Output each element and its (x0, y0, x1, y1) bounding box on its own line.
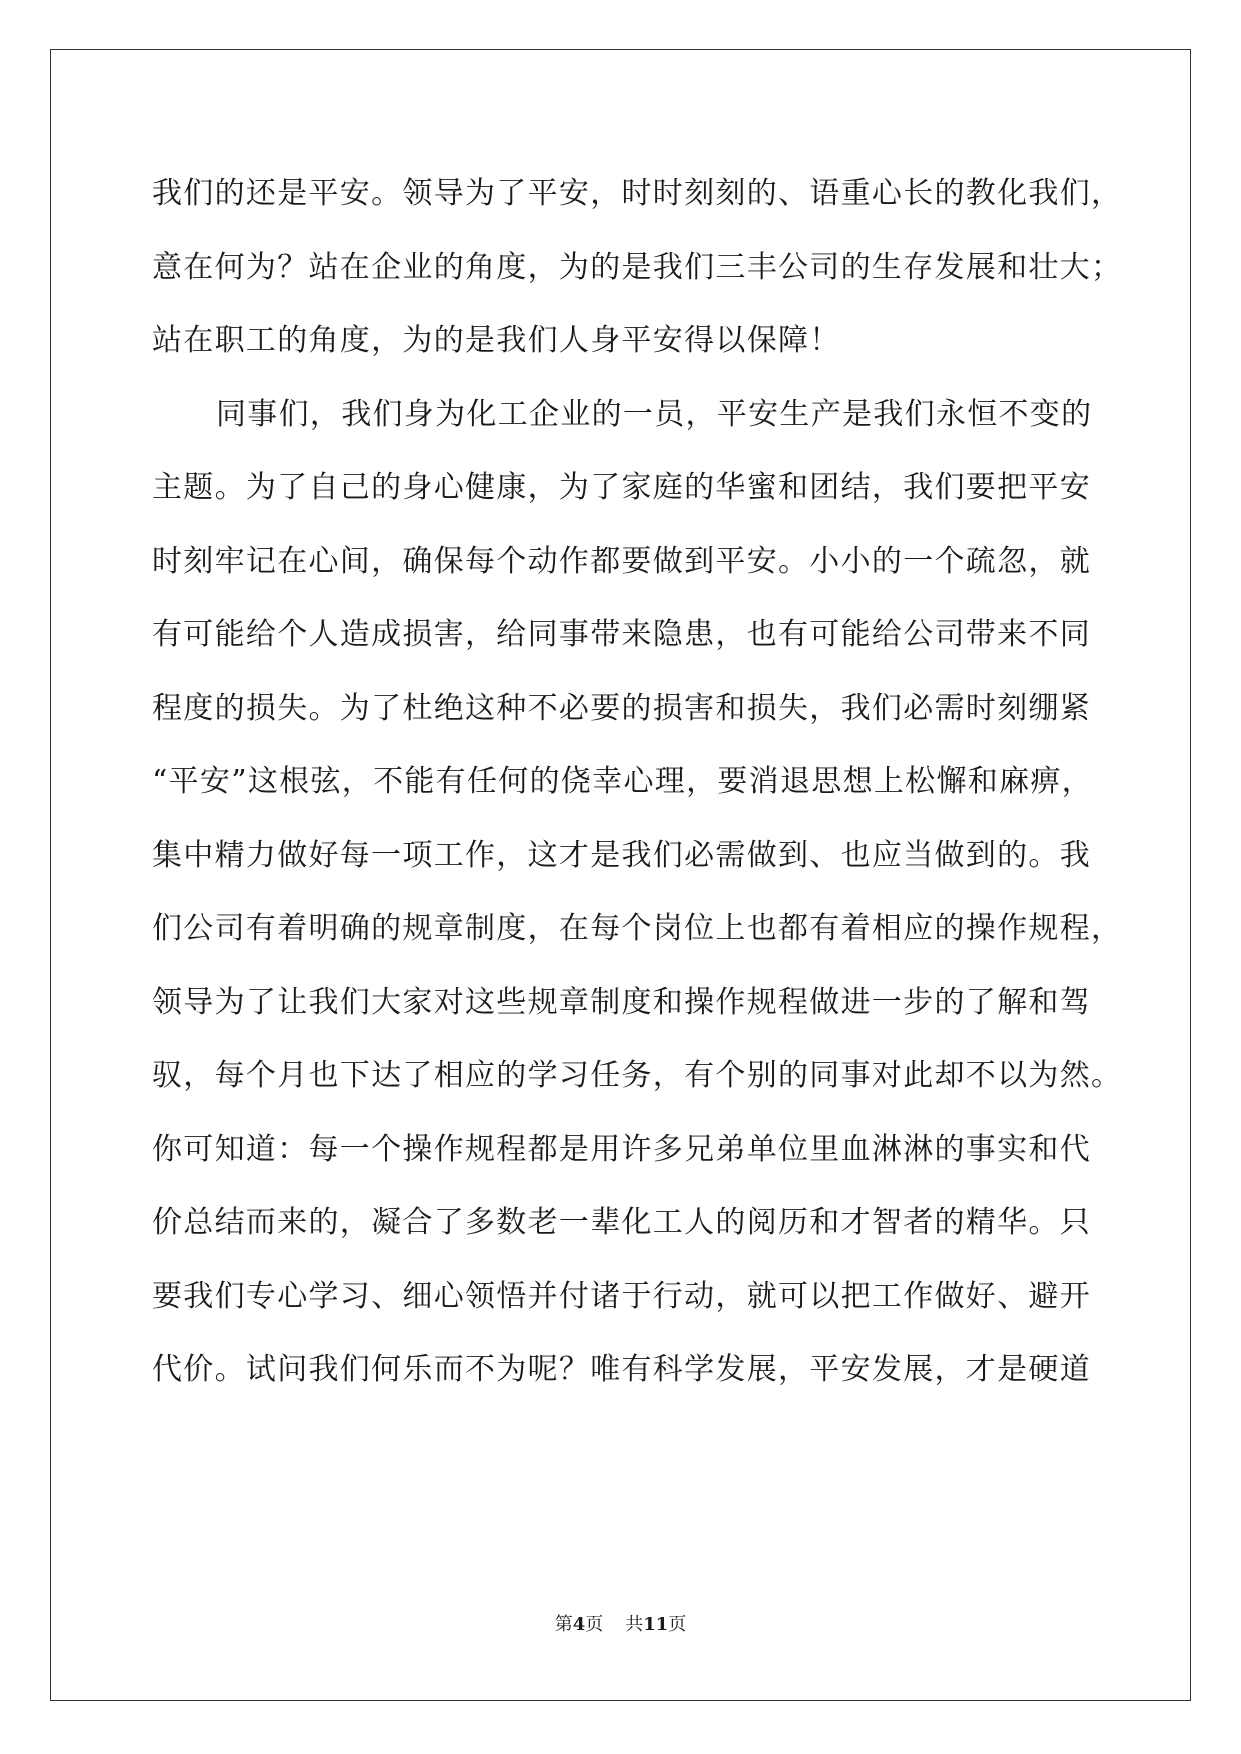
text-line: 代价。试问我们何乐而不为呢？唯有科学发展，平安发展，才是硬道 (152, 1352, 1091, 1387)
page-suffix: 页 (585, 1614, 604, 1635)
text-line: “平安”这根弦，不能有任何的侥幸心理，要消退思想上松懈和麻痹， (152, 764, 1093, 799)
document-body (152, 157, 1123, 1407)
text-line: 有可能给个人造成损害，给同事带来隐患，也有可能给公司带来不同 (152, 617, 1091, 652)
page-footer (0, 1613, 1241, 1637)
page-prefix: 第 (554, 1614, 573, 1635)
text-line: 意在何为？站在企业的角度，为的是我们三丰公司的生存发展和壮大； (152, 249, 1123, 285)
text-line: 主题。为了自己的身心健康，为了家庭的华蜜和团结，我们要把平安 (152, 470, 1091, 505)
text-line: 们公司有着明确的规章制度，在每个岗位上也都有着相应的操作规程， (152, 911, 1123, 946)
text-line: 领导为了让我们大家对这些规章制度和操作规程做进一步的了解和驾 (152, 984, 1091, 1020)
text-line: 集中精力做好每一项工作，这才是我们必需做到、也应当做到的。我 (152, 837, 1091, 873)
text-line: 要我们专心学习、细心领悟并付诸于行动，就可以把工作做好、避开 (152, 1278, 1091, 1314)
total-prefix: 共 (625, 1614, 644, 1635)
text-line: 我们的还是平安。领导为了平安，时时刻刻的、语重心长的教化我们， (152, 176, 1123, 211)
text-line: 时刻牢记在心间，确保每个动作都要做到平安。小小的一个疏忽，就 (152, 543, 1091, 579)
text-line: 驭，每个月也下达了相应的学习任务，有个别的同事对此却不以为然。 (152, 1058, 1123, 1093)
text-line: 站在职工的角度，为的是我们人身平安得以保障！ (152, 323, 841, 358)
total-suffix: 页 (668, 1614, 687, 1635)
total-pages: 11 (643, 1614, 669, 1635)
text-line: 你可知道：每一个操作规程都是用许多兄弟单位里血淋淋的事实和代 (152, 1131, 1091, 1167)
text-line: 价总结而来的，凝合了多数老一辈化工人的阅历和才智者的精华。只 (152, 1205, 1091, 1240)
page-number: 4 (572, 1614, 586, 1635)
text-line: 程度的损失。为了杜绝这种不必要的损害和损失，我们必需时刻绷紧 (152, 690, 1091, 726)
paragraph-start-line: 同事们，我们身为化工企业的一员，平安生产是我们永恒不变的 (216, 396, 1093, 432)
